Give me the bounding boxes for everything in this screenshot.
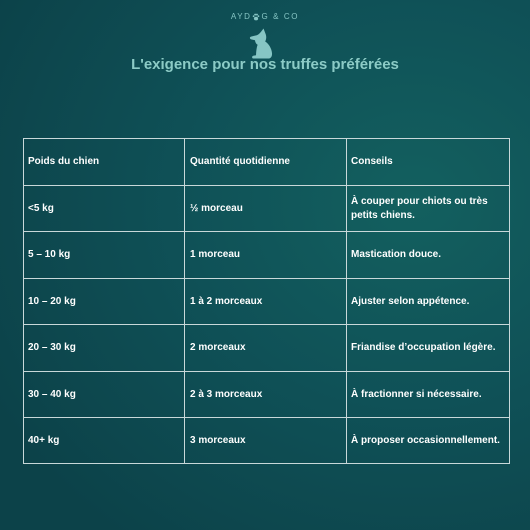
- cell-weight: 20 – 30 kg: [24, 325, 185, 372]
- cell-quantity: 2 morceaux: [185, 325, 347, 372]
- cell-weight: 30 – 40 kg: [24, 372, 185, 418]
- cell-weight: 10 – 20 kg: [24, 279, 185, 325]
- page-title: L'exigence pour nos truffes préférées: [131, 56, 399, 73]
- header-advice: Conseils: [347, 139, 510, 186]
- cell-advice: Mastication douce.: [347, 232, 510, 279]
- brand-logo: [0, 12, 530, 22]
- logo-text-end: G & CO: [261, 12, 300, 21]
- cell-quantity: 3 morceaux: [185, 418, 347, 464]
- cell-advice: À fractionner si nécessaire.: [347, 372, 510, 418]
- cell-quantity: 2 à 3 morceaux: [185, 372, 347, 418]
- header-quantity: Quantité quotidienne: [185, 139, 347, 186]
- cell-advice: Ajuster selon appétence.: [347, 279, 510, 325]
- dog-silhouette-icon: [249, 28, 273, 59]
- dosage-table: [23, 138, 510, 464]
- cell-weight: <5 kg: [24, 186, 185, 232]
- cell-quantity: ½ morceau: [185, 186, 347, 232]
- paw-icon: [252, 13, 260, 21]
- header-weight: Poids du chien: [24, 139, 185, 186]
- cell-weight: 5 – 10 kg: [24, 232, 185, 279]
- cell-weight: 40+ kg: [24, 418, 185, 464]
- logo-text-start: AYD: [230, 12, 252, 21]
- cell-quantity: 1 morceau: [185, 232, 347, 279]
- cell-advice: À couper pour chiots ou très petits chiens.: [347, 186, 510, 232]
- cell-advice: Friandise d’occupation légère.: [347, 325, 510, 372]
- cell-quantity: 1 à 2 morceaux: [185, 279, 347, 325]
- cell-advice: À proposer occasionnellement.: [347, 418, 510, 464]
